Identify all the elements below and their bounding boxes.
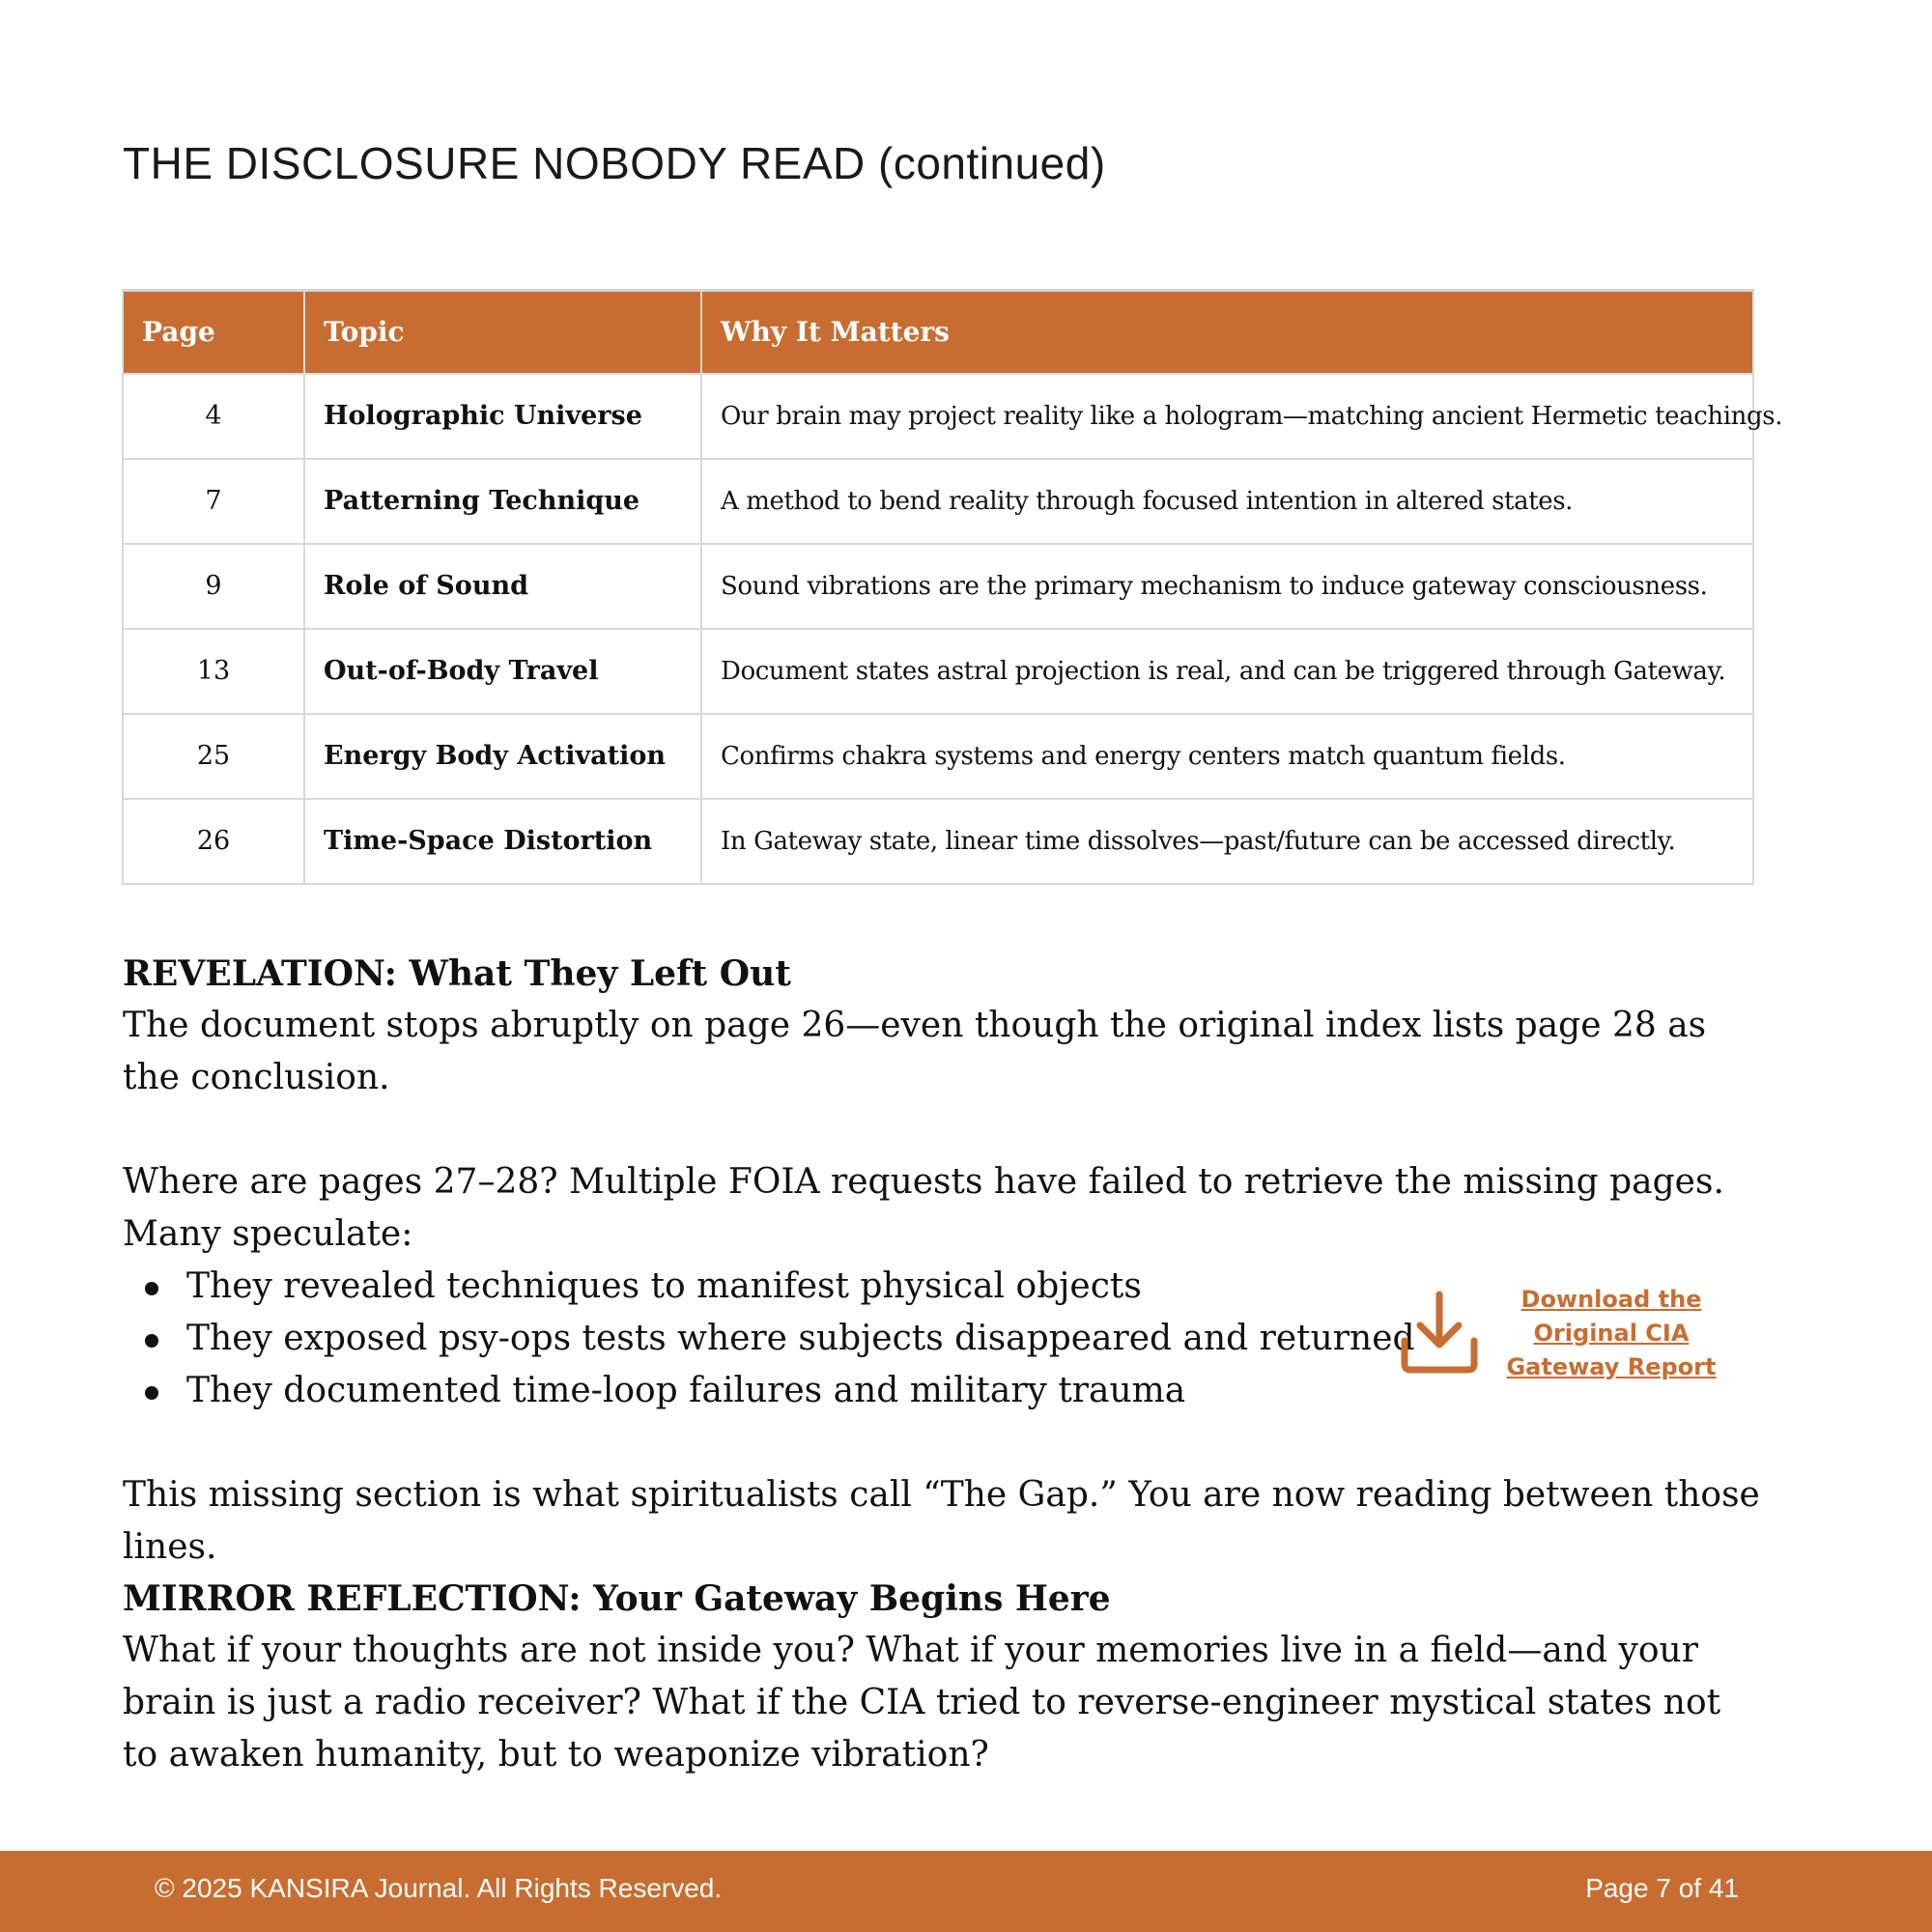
cell-page: 4 [123,374,304,459]
cell-topic: Out-of-Body Travel [304,629,701,714]
table-header-row [123,291,1753,374]
download-icon[interactable] [1391,1285,1488,1381]
table-row [123,544,1753,629]
cell-why: Sound vibrations are the primary mechanism to induce gateway consciousness. [701,544,1753,629]
cell-topic: Patterning Technique [304,459,701,544]
cell-why: Our brain may project reality like a hologram—matching ancient Hermetic teachings. [701,374,1753,459]
header-topic: Topic [304,291,701,374]
cell-page: 25 [123,714,304,799]
list-item: They revealed techniques to manifest physical objects [123,1261,1415,1313]
cell-why: A method to bend reality through focused intention in altered states. [701,459,1753,544]
page-footer [0,1851,1932,1932]
cell-topic: Time-Space Distortion [304,799,701,884]
cell-page: 7 [123,459,304,544]
cell-why: Document states astral projection is real, and can be triggered through Gateway. [701,629,1753,714]
table-row [123,374,1753,459]
cell-why: Confirms chakra systems and energy centers match quantum fields. [701,714,1753,799]
table-row [123,714,1753,799]
table-row [123,459,1753,544]
revelation-section [123,948,1726,1104]
download-report[interactable] [1391,1280,1758,1386]
cell-page: 13 [123,629,304,714]
table-row [123,629,1753,714]
mirror-paragraph: What if your thoughts are not inside you? What if your memories live in a field—and your brain is just a radio receiver? What if the CIA tried to reverse-engineer mystical states not to awaken humanity, but to weaponize vibration? [123,1631,1721,1775]
cell-topic: Holographic Universe [304,374,701,459]
footer-page-number: Page 7 of 41 [1585,1873,1739,1903]
mirror-section [123,1573,1746,1781]
cell-topic: Role of Sound [304,544,701,629]
header-page: Page [123,291,304,374]
list-item: They documented time-loop failures and military trauma [123,1365,1415,1417]
header-why-it-matters: Why It Matters [701,291,1753,374]
topics-table [122,289,1783,885]
revelation-paragraph-2: Where are pages 27–28? Multiple FOIA requests have failed to retrieve the missing pages. Many speculate: [123,1162,1724,1254]
speculation-list [123,1261,1415,1417]
cell-page: 26 [123,799,304,884]
gap-paragraph: This missing section is what spiritualists call “The Gap.” You are now reading between those lines. [123,1475,1760,1567]
footer-copyright: © 2025 KANSIRA Journal. All Rights Reserved. [155,1873,723,1903]
revelation-heading: REVELATION: What They Left Out [123,953,791,994]
download-report-link[interactable]: Download the Original CIA Gateway Report [1506,1285,1717,1380]
cell-page: 9 [123,544,304,629]
revelation-paragraph-1: The document stops abruptly on page 26—even though the original index lists page 28 as the conclusion. [123,1006,1707,1097]
list-item: They exposed psy-ops tests where subjects disappeared and returned [123,1313,1415,1365]
cell-topic: Energy Body Activation [304,714,701,799]
mirror-heading: MIRROR REFLECTION: Your Gateway Begins Here [123,1578,1111,1619]
page-title: THE DISCLOSURE NOBODY READ (continued) [123,138,1106,188]
table-row [123,799,1753,884]
cell-why: In Gateway state, linear time dissolves—past/future can be accessed directly. [701,799,1753,884]
